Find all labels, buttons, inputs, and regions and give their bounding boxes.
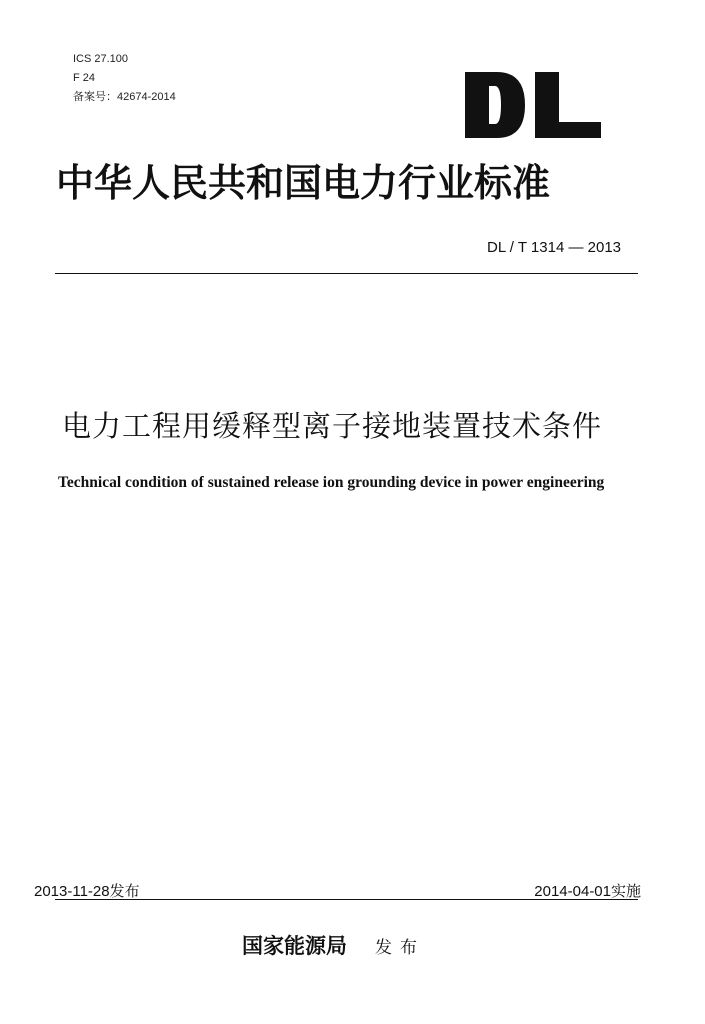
publisher-line <box>242 930 425 960</box>
publisher-name: 国家能源局 <box>242 933 347 958</box>
top-divider <box>55 273 638 274</box>
title-english: Technical condition of sustained release ion grounding device in power engineering <box>58 474 605 491</box>
publisher-action: 发布 <box>375 938 425 958</box>
ics-code: ICS 27.100 <box>73 53 129 65</box>
implementation-date: 2014-04-01实施 <box>534 883 641 900</box>
standard-number: DL / T 1314 — 2013 <box>487 239 621 256</box>
bottom-divider <box>55 899 638 900</box>
title-chinese: 电力工程用缓释型离子接地装置技术条件 <box>62 409 603 443</box>
issuing-organization: 中华人民共和国电力行业标准 <box>56 160 551 205</box>
dl-logo <box>463 70 603 140</box>
class-code: F 24 <box>73 72 96 84</box>
record-number: 备案号：42674-2014 <box>73 91 176 103</box>
classification-block <box>73 50 176 107</box>
release-date: 2013-11-28发布 <box>34 883 140 900</box>
